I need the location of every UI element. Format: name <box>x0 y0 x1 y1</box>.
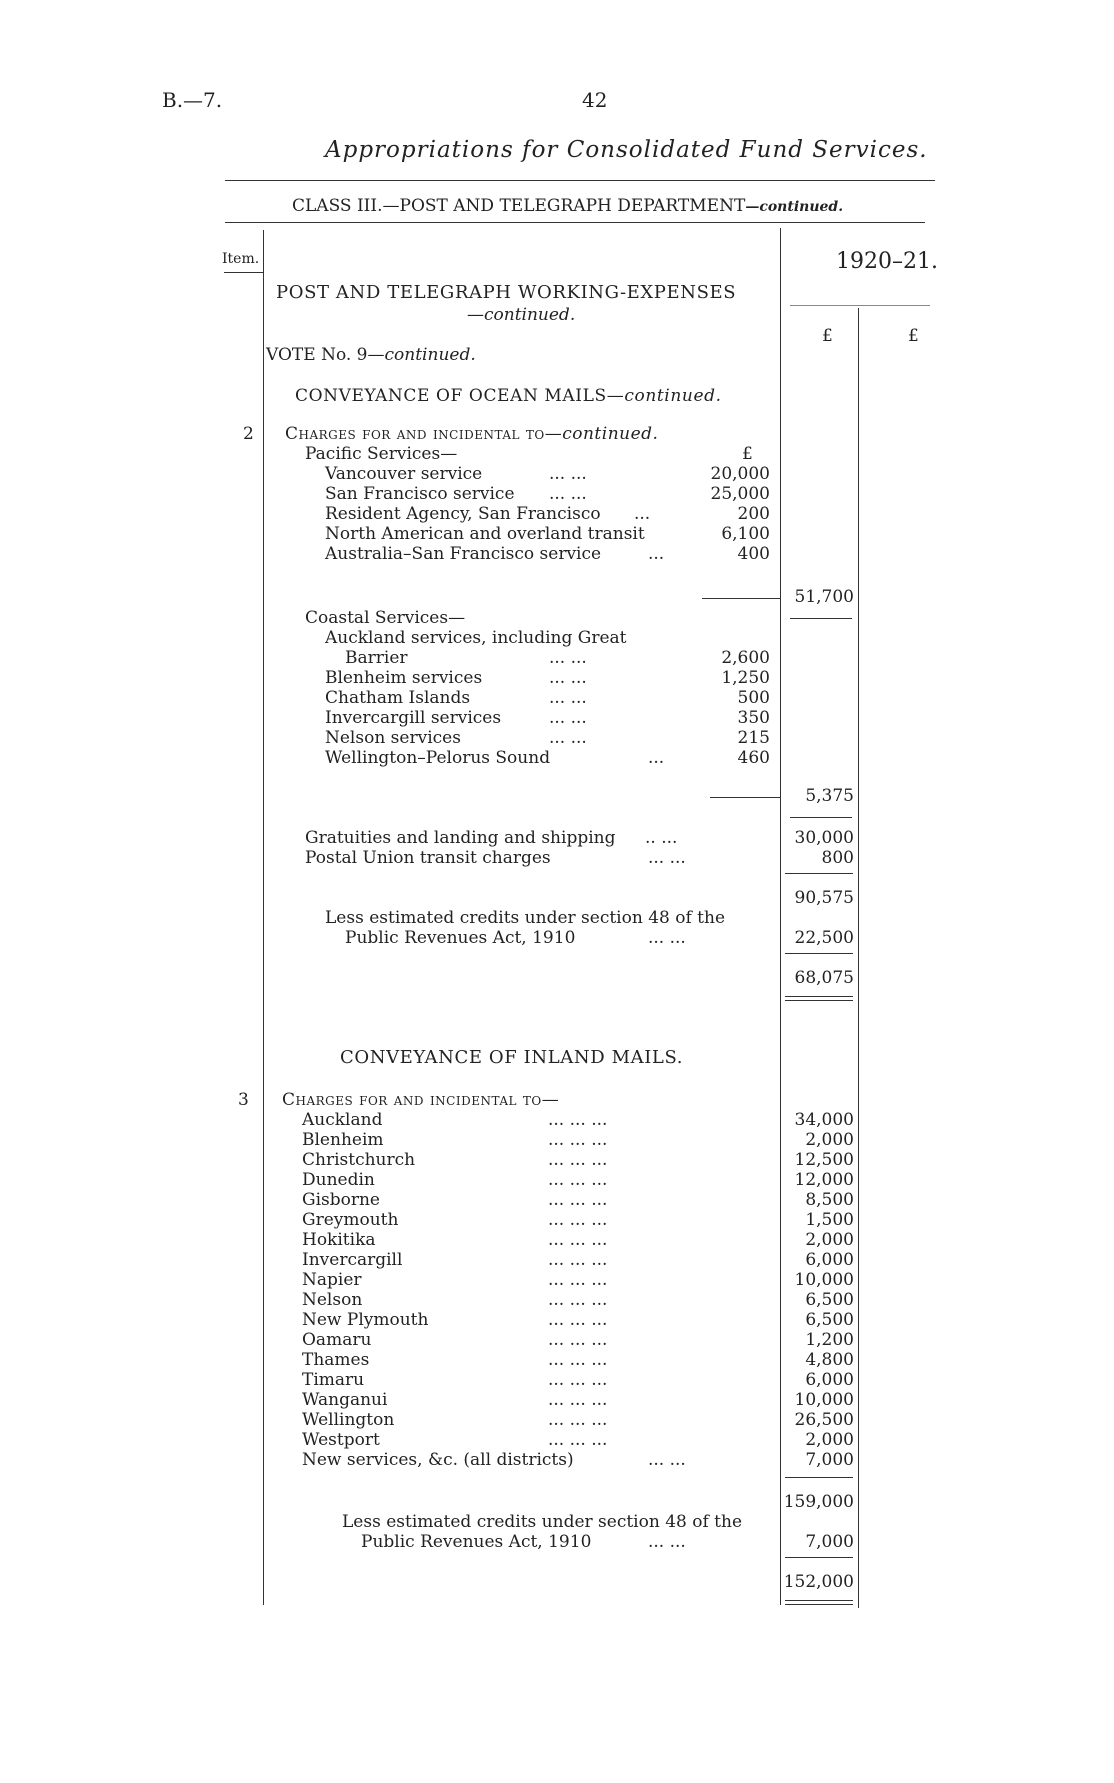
list-item-amount: 12,500 <box>794 1150 854 1170</box>
leader-dots: ... ... <box>549 484 587 504</box>
leader-dots: ... ... <box>549 464 587 484</box>
list-item-amount: 7,000 <box>805 1450 854 1470</box>
section-heading: POST AND TELEGRAPH WORKING-EXPENSES <box>276 282 737 303</box>
list-item-amount: 1,250 <box>721 668 770 688</box>
leader-dots: ... ... <box>549 688 587 708</box>
list-item-label: Australia–San Francisco service <box>325 544 602 564</box>
leader-dots: ... ... ... <box>548 1290 608 1310</box>
list-item-label: Nelson services <box>325 728 461 748</box>
list-item-label: Wanganui <box>302 1390 388 1410</box>
list-item-label: Wellington <box>302 1410 395 1430</box>
rule <box>785 1604 853 1605</box>
postal-union-label: Postal Union transit charges <box>305 848 551 868</box>
pacific-services-label: Pacific Services— <box>305 444 458 464</box>
list-item-amount: 6,000 <box>805 1370 854 1390</box>
list-item-label: Wellington–Pelorus Sound <box>325 748 551 768</box>
list-item-amount: 400 <box>737 544 770 564</box>
leader-dots: ... ... <box>549 648 587 668</box>
list-item-amount: 25,000 <box>710 484 770 504</box>
leader-dots: ... ... <box>549 728 587 748</box>
list-item-amount: 10,000 <box>794 1390 854 1410</box>
leader-dots: ... ... ... <box>548 1110 608 1130</box>
rule <box>785 953 853 954</box>
postal-union-amount: 800 <box>821 848 854 868</box>
list-item-label: Hokitika <box>302 1230 376 1250</box>
charges-heading: Charges for and incidental to—continued. <box>285 424 659 444</box>
list-item-label: Chatham Islands <box>325 688 471 708</box>
list-item-label: Vancouver service <box>325 464 483 484</box>
leader-dots: ... ... <box>648 1532 686 1552</box>
pound-sign: £ <box>822 326 833 346</box>
list-item-label: Barrier <box>345 648 408 668</box>
less-credits-text: Public Revenues Act, 1910 <box>345 928 576 948</box>
list-item-amount: 12,000 <box>794 1170 854 1190</box>
charges-heading: Charges for and incidental to— <box>282 1090 560 1110</box>
list-item-label: Christchurch <box>302 1150 416 1170</box>
rule <box>785 1600 853 1601</box>
list-item-amount: 1,200 <box>805 1330 854 1350</box>
list-item-label: Nelson <box>302 1290 363 1310</box>
leader-dots: ... ... ... <box>548 1370 608 1390</box>
rule <box>785 1477 853 1478</box>
leader-dots: .. ... <box>645 828 678 848</box>
leader-dots: ... ... ... <box>548 1230 608 1250</box>
leader-dots: ... <box>634 504 651 524</box>
list-item-label: Napier <box>302 1270 362 1290</box>
rule <box>225 222 925 223</box>
list-item-amount: 20,000 <box>710 464 770 484</box>
rule <box>785 1557 853 1558</box>
class-heading: CLASS III.—POST AND TELEGRAPH DEPARTMENT—continued. <box>292 196 844 216</box>
pound-sign: £ <box>742 444 753 464</box>
list-item-amount: 34,000 <box>794 1110 854 1130</box>
list-item-label: Westport <box>302 1430 380 1450</box>
leader-dots: ... ... ... <box>548 1250 608 1270</box>
inland-net-total: 152,000 <box>783 1572 854 1592</box>
leader-dots: ... ... ... <box>548 1310 608 1330</box>
financial-year: 1920–21. <box>836 249 938 274</box>
rule <box>225 180 935 181</box>
leader-dots: ... ... <box>549 668 587 688</box>
list-item-amount: 460 <box>737 748 770 768</box>
rule <box>785 996 853 997</box>
list-item-amount: 2,000 <box>805 1230 854 1250</box>
item-number: 3 <box>238 1090 249 1110</box>
ocean-net-total: 68,075 <box>794 968 854 988</box>
item-column-header: Item. <box>222 251 260 267</box>
leader-dots: ... ... ... <box>548 1210 608 1230</box>
ocean-credits-amount: 22,500 <box>794 928 854 948</box>
rule <box>785 873 853 874</box>
list-item-label: New services, &c. (all districts) <box>302 1450 574 1470</box>
document-reference: B.—7. <box>162 88 223 112</box>
list-item-amount: 4,800 <box>805 1350 854 1370</box>
list-item-amount: 2,600 <box>721 648 770 668</box>
leader-dots: ... ... ... <box>548 1130 608 1150</box>
page-title: Appropriations for Consolidated Fund Services. <box>325 137 928 163</box>
list-item-label: Greymouth <box>302 1210 399 1230</box>
rule <box>710 797 780 798</box>
list-item-label: New Plymouth <box>302 1310 429 1330</box>
list-item-label: Blenheim <box>302 1130 384 1150</box>
item-column-divider <box>263 230 264 1605</box>
list-item-label: North American and overland transit <box>325 524 645 544</box>
list-item-label: Invercargill services <box>325 708 502 728</box>
leader-dots: ... ... ... <box>548 1430 608 1450</box>
list-item-amount: 200 <box>737 504 770 524</box>
leader-dots: ... <box>648 748 665 768</box>
inland-mails-heading: CONVEYANCE OF INLAND MAILS. <box>340 1047 684 1068</box>
pacific-total: 51,700 <box>794 587 854 607</box>
leader-dots: ... ... ... <box>548 1410 608 1430</box>
pound-sign: £ <box>908 326 919 346</box>
rule <box>790 618 852 619</box>
inland-gross-total: 159,000 <box>783 1492 854 1512</box>
rule <box>790 817 852 818</box>
leader-dots: ... ... ... <box>548 1150 608 1170</box>
list-item-label: Dunedin <box>302 1170 375 1190</box>
leader-dots: ... ... <box>549 708 587 728</box>
less-credits-text: Less estimated credits under section 48 of the <box>342 1512 743 1532</box>
list-item-amount: 2,000 <box>805 1430 854 1450</box>
item-number: 2 <box>243 424 254 444</box>
list-item-label: Auckland services, including Great <box>325 628 627 648</box>
list-item-amount: 500 <box>737 688 770 708</box>
leader-dots: ... ... ... <box>548 1270 608 1290</box>
list-item-amount: 1,500 <box>805 1210 854 1230</box>
list-item-amount: 10,000 <box>794 1270 854 1290</box>
list-item-amount: 350 <box>737 708 770 728</box>
gratuities-label: Gratuities and landing and shipping <box>305 828 616 848</box>
leader-dots: ... ... <box>648 928 686 948</box>
list-item-amount: 6,500 <box>805 1310 854 1330</box>
list-item-label: Auckland <box>302 1110 383 1130</box>
leader-dots: ... ... ... <box>548 1190 608 1210</box>
section-heading-continued: —continued. <box>467 305 576 325</box>
list-item-label: Invercargill <box>302 1250 403 1270</box>
vote-heading: VOTE No. 9—continued. <box>266 345 476 365</box>
rule <box>785 1000 853 1001</box>
list-item-amount: 215 <box>737 728 770 748</box>
coastal-total: 5,375 <box>805 786 854 806</box>
leader-dots: ... ... ... <box>548 1350 608 1370</box>
list-item-amount: 6,000 <box>805 1250 854 1270</box>
list-item-label: Resident Agency, San Francisco <box>325 504 601 524</box>
list-item-amount: 6,500 <box>805 1290 854 1310</box>
less-credits-text: Less estimated credits under section 48 of the <box>325 908 726 928</box>
rule <box>790 305 930 306</box>
coastal-services-label: Coastal Services— <box>305 608 466 628</box>
list-item-amount: 26,500 <box>794 1410 854 1430</box>
list-item-label: Blenheim services <box>325 668 483 688</box>
ocean-gross-total: 90,575 <box>794 888 854 908</box>
inland-credits-amount: 7,000 <box>805 1532 854 1552</box>
page-number: 42 <box>582 88 608 112</box>
leader-dots: ... ... ... <box>548 1330 608 1350</box>
total-column-divider <box>858 308 859 1608</box>
leader-dots: ... ... <box>648 1450 686 1470</box>
gratuities-amount: 30,000 <box>794 828 854 848</box>
leader-dots: ... ... ... <box>548 1390 608 1410</box>
less-credits-text: Public Revenues Act, 1910 <box>361 1532 592 1552</box>
list-item-label: San Francisco service <box>325 484 515 504</box>
list-item-amount: 8,500 <box>805 1190 854 1210</box>
ocean-mails-heading: CONVEYANCE OF OCEAN MAILS—continued. <box>295 386 722 406</box>
leader-dots: ... ... <box>648 848 686 868</box>
list-item-label: Oamaru <box>302 1330 372 1350</box>
leader-dots: ... ... ... <box>548 1170 608 1190</box>
list-item-label: Timaru <box>302 1370 365 1390</box>
leader-dots: ... <box>648 544 665 564</box>
list-item-amount: 2,000 <box>805 1130 854 1150</box>
rule <box>224 272 264 273</box>
list-item-label: Thames <box>302 1350 370 1370</box>
list-item-label: Gisborne <box>302 1190 380 1210</box>
rule <box>702 598 780 599</box>
list-item-amount: 6,100 <box>721 524 770 544</box>
